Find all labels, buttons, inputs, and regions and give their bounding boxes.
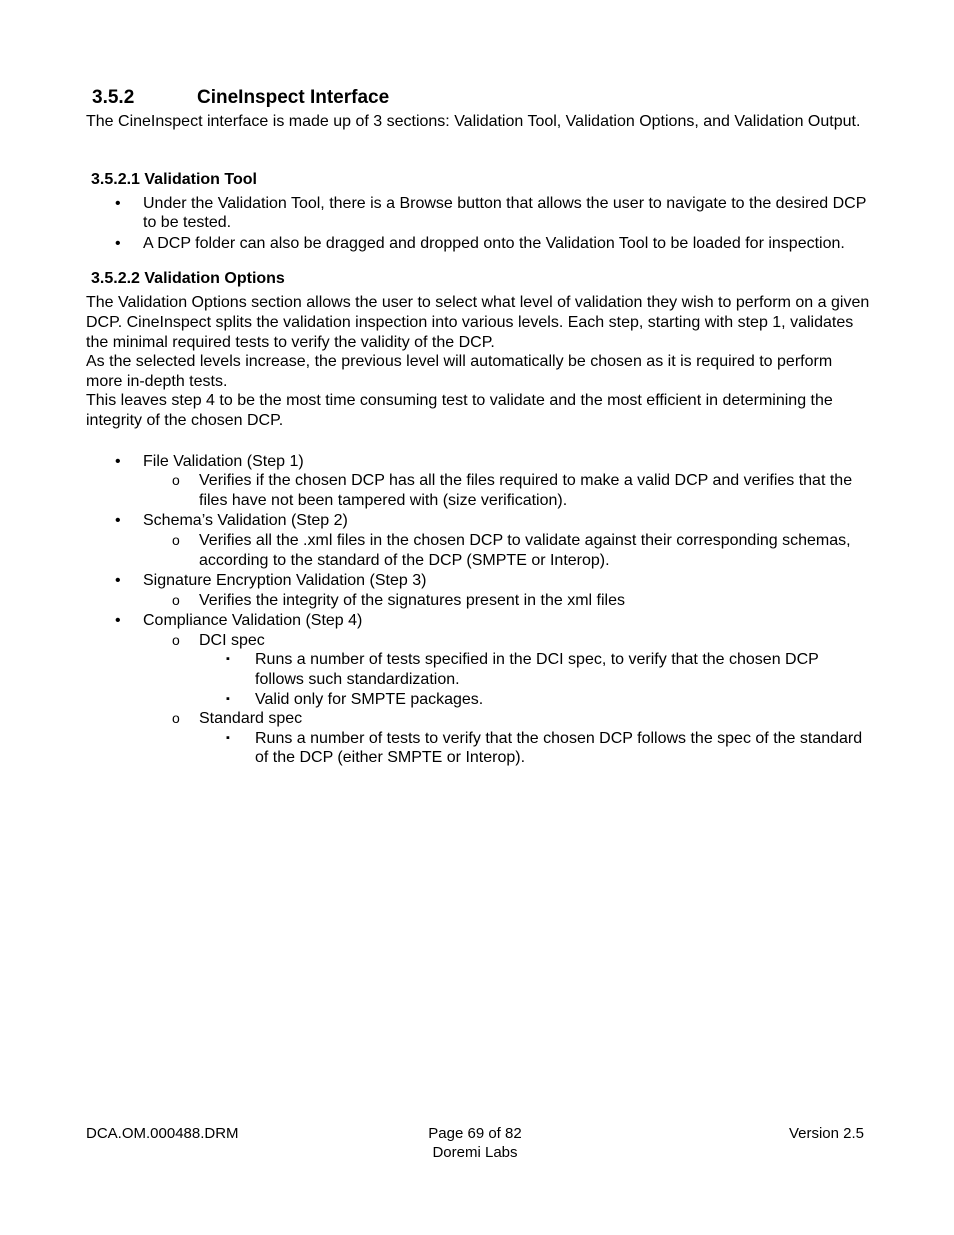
list-item: • Under the Validation Tool, there is a Browse button that allows the user to navigate to the desired DCP to be tested.: [115, 194, 867, 232]
list-item: o Verifies if the chosen DCP has all the files required to make a valid DCP and verifies that the files have not been tampered with (size verification).: [172, 472, 853, 509]
section-number: 3.5.2: [92, 87, 135, 108]
bullet-icon: •: [115, 612, 121, 630]
paragraph: The Validation Options section allows the user to select what level of validation they wish to perform on a given DCP. CineInspect splits the validation inspection into various levels. Each step, starting with step 1, validates the minimal required tests to verify the validity of the DCP.: [86, 294, 870, 351]
list-item: • Compliance Validation (Step 4) o DCI spec ▪ Runs a number of tests specified in the DCI spec, to verify that the chosen DCP follows such standardization. ▪ Valid only for SMPTE packages. o Standard spec ▪ Runs a number of tests to verify that the chosen DCP follows the spec of the standard of the DCP (either SMPTE or Interop).: [86, 611, 870, 768]
list-item: ▪ Runs a number of tests to verify that the chosen DCP follows the spec of the standard of the DCP (either SMPTE or Interop).: [226, 729, 863, 767]
footer-center: [86, 1124, 864, 1162]
list-item: ▪ Valid only for SMPTE packages.: [226, 690, 484, 708]
bullet-icon: •: [115, 452, 121, 470]
section-heading: [86, 87, 870, 109]
list-item: o Standard spec ▪ Runs a number of tests to verify that the chosen DCP follows the spec of the standard of the DCP (either SMPTE or Interop).: [143, 709, 870, 768]
paragraph: This leaves step 4 to be the most time consuming test to validate and the most efficient in determining the integrity of the chosen DCP.: [86, 392, 833, 429]
list-item: o DCI spec ▪ Runs a number of tests specified in the DCI spec, to verify that the chosen DCP follows such standardization. ▪ Valid only for SMPTE packages.: [143, 631, 870, 709]
square-bullet-icon: ▪: [226, 731, 230, 744]
section-title: CineInspect Interface: [197, 87, 390, 108]
list-item: • A DCP folder can also be dragged and dropped onto the Validation Tool to be loaded for inspection.: [115, 234, 845, 252]
section-intro: The CineInspect interface is made up of 3 sections: Validation Tool, Validation Options, and Validation Output.: [86, 113, 861, 130]
circle-bullet-icon: o: [172, 591, 180, 608]
circle-bullet-icon: o: [172, 472, 180, 489]
paragraph: As the selected levels increase, the previous level will automatically be chosen as it is required to perform more in-depth tests.: [86, 353, 833, 390]
square-bullet-icon: ▪: [226, 692, 230, 705]
validation-tool-heading: 3.5.2.1 Validation Tool: [91, 170, 257, 188]
list-item: • Signature Encryption Validation (Step 3) o Verifies the integrity of the signatures present in the xml files: [86, 571, 870, 610]
page-content: [86, 87, 870, 768]
circle-bullet-icon: o: [172, 710, 180, 727]
bullet-icon: •: [115, 234, 121, 252]
square-bullet-icon: ▪: [226, 653, 230, 666]
list-item: • Schema’s Validation (Step 2) o Verifies all the .xml files in the chosen DCP to validate against their corresponding schemas, according to the standard of the DCP (SMPTE or Interop).: [86, 511, 870, 570]
bullet-icon: •: [115, 512, 121, 530]
circle-bullet-icon: o: [172, 631, 180, 648]
footer-version: Version 2.5: [788, 1125, 864, 1142]
list-item: o Verifies the integrity of the signatures present in the xml files: [172, 591, 625, 609]
footer-page-number: Page 69 of 82: [428, 1125, 522, 1142]
circle-bullet-icon: o: [172, 531, 180, 548]
list-item: ▪ Runs a number of tests specified in the DCI spec, to verify that the chosen DCP follows such standardization.: [226, 651, 819, 689]
footer-doc-id: DCA.OM.000488.DRM: [86, 1125, 239, 1142]
bullet-icon: •: [115, 572, 121, 590]
bullet-icon: •: [115, 194, 121, 212]
footer-company: Doremi Labs: [432, 1144, 518, 1161]
validation-steps-list: [86, 452, 870, 769]
validation-options-heading: 3.5.2.2 Validation Options: [91, 270, 285, 288]
list-item: • File Validation (Step 1) o Verifies if the chosen DCP has all the files required to make a valid DCP and verifies that the files have not been tampered with (size verification).: [86, 452, 870, 511]
validation-tool-list: [86, 194, 870, 254]
validation-options-body: [86, 293, 870, 430]
list-item: o Verifies all the .xml files in the chosen DCP to validate against their corresponding schemas, according to the standard of the DCP (SMPTE or Interop).: [172, 531, 851, 569]
